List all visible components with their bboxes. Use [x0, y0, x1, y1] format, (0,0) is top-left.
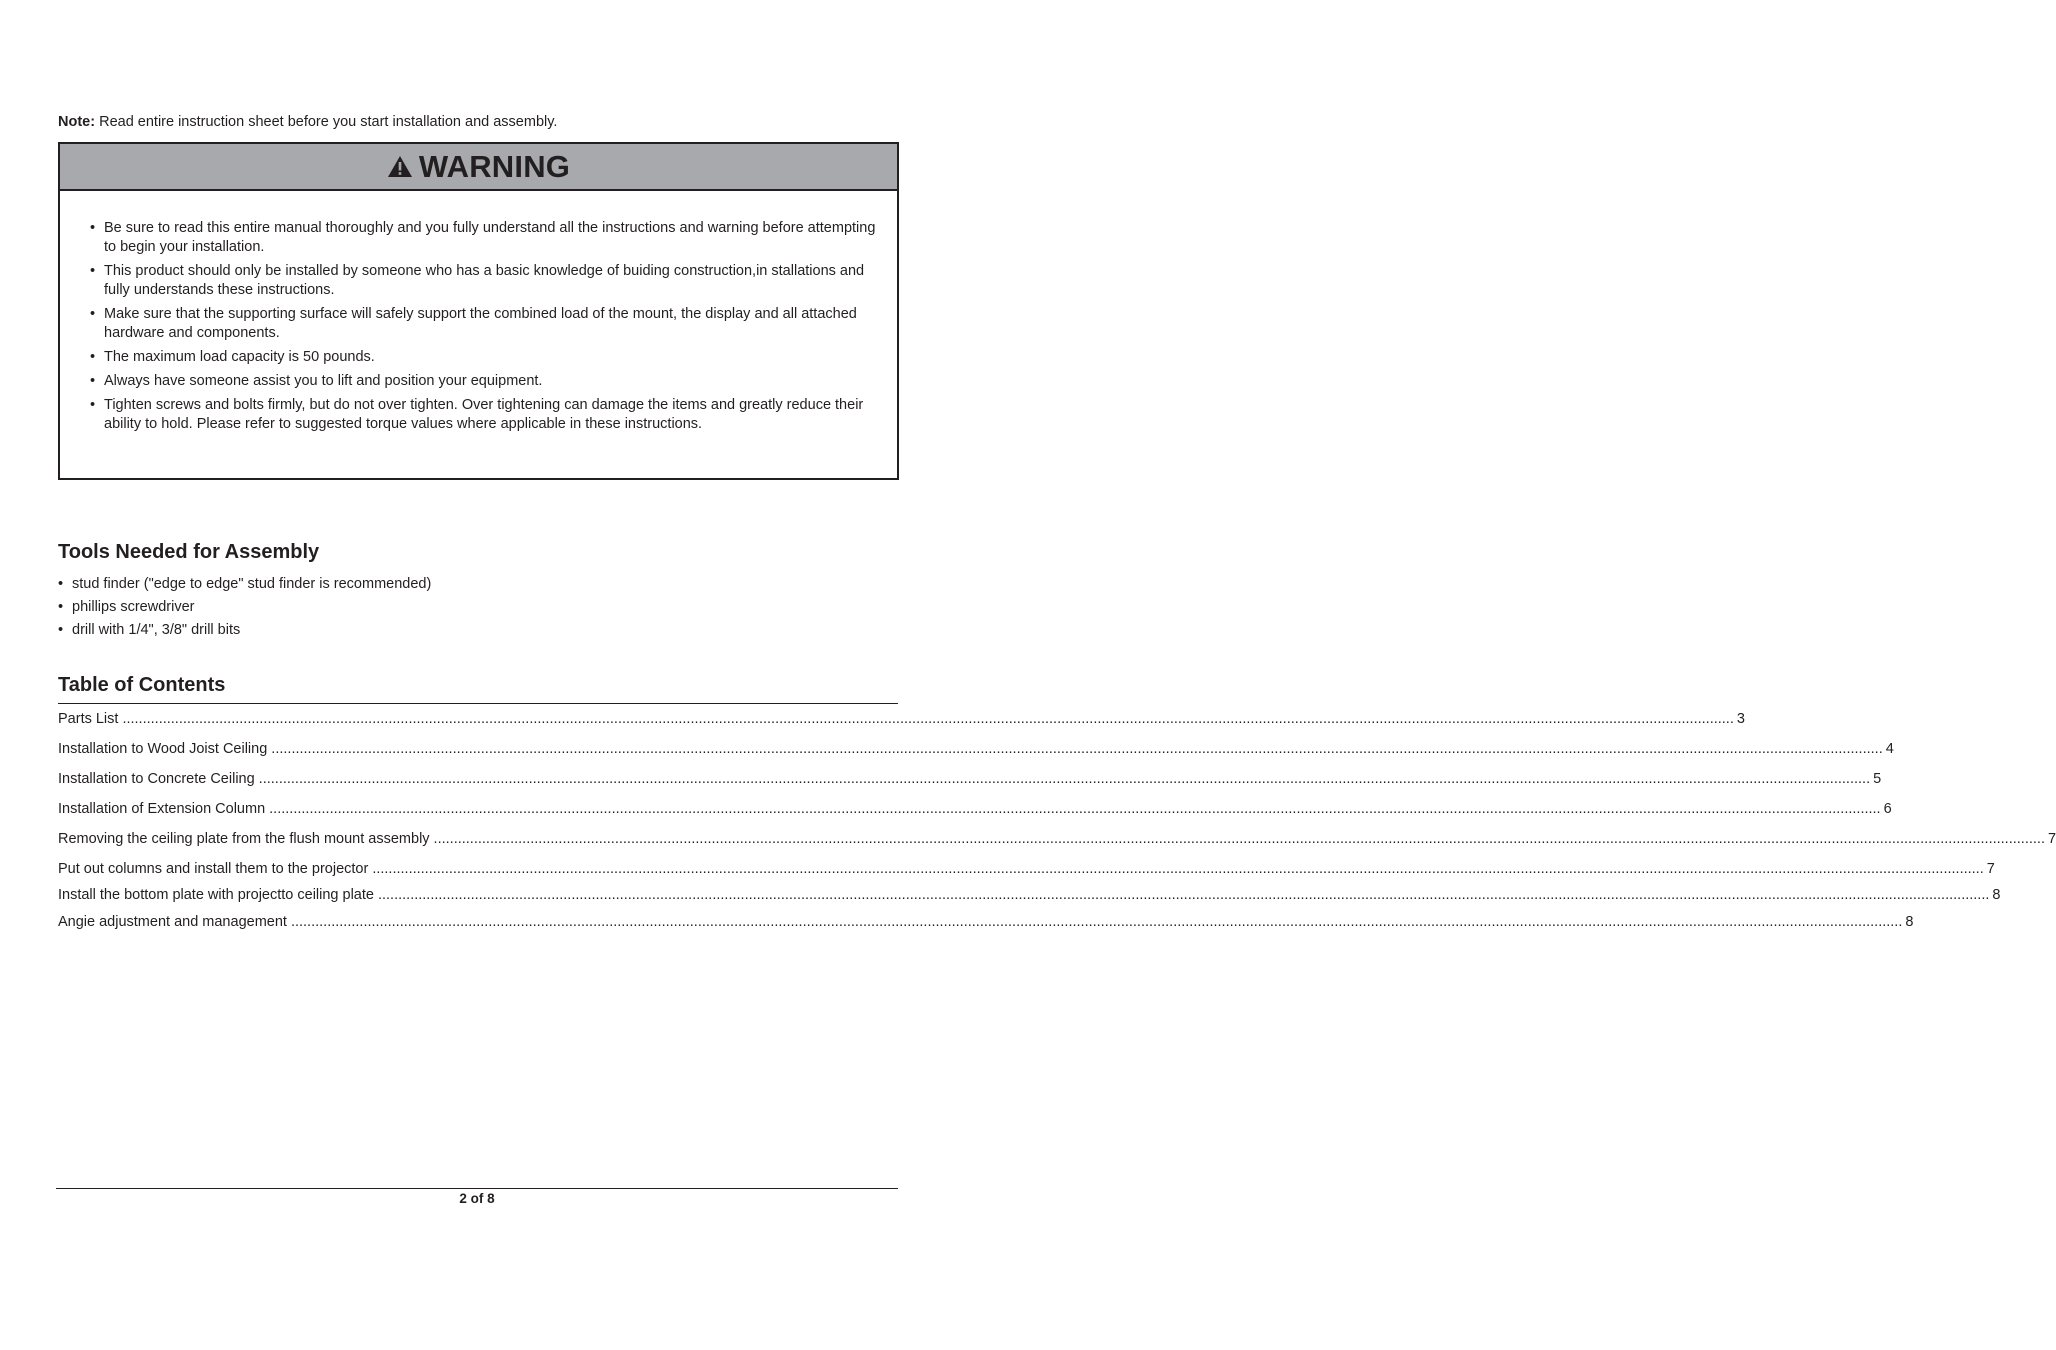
toc-entry-columns[interactable]	[58, 859, 1995, 879]
note-text: Read entire instruction sheet before you start installation and assembly.	[95, 114, 558, 130]
toc-leader-dots: ................................................................................................................................................................................................................................................................................................................................................................................................................	[122, 711, 1734, 727]
toc-divider	[58, 703, 898, 704]
toc-entry-page: 8	[1992, 887, 2001, 903]
toc-entry-angle-adjustment[interactable]	[58, 912, 1914, 932]
tools-item: • drill with 1/4", 3/8" drill bits	[58, 619, 431, 642]
toc-entry-parts-list[interactable]	[58, 709, 1745, 729]
warning-list	[60, 191, 897, 434]
toc-entry-extension-column[interactable]	[58, 799, 1892, 819]
warning-title-text: WARNING	[418, 149, 571, 184]
toc-entry-label: Install the bottom plate with projectto ceiling plate	[58, 887, 374, 903]
toc-entry-label: Installation to Concrete Ceiling	[58, 771, 255, 787]
toc-leader-dots: ................................................................................................................................................................................................................................................................................................................................................................................................................	[372, 861, 1984, 877]
toc-leader-dots: ................................................................................................................................................................................................................................................................................................................................................................................................................	[377, 887, 1990, 903]
toc-entry-bottom-plate[interactable]	[58, 885, 2001, 905]
warning-title	[387, 151, 570, 182]
toc-entry-wood-joist[interactable]	[58, 739, 1894, 759]
toc-entry-label: Angie adjustment and management	[58, 914, 287, 930]
tools-item: • phillips screwdriver	[58, 596, 431, 619]
toc-leader-dots: ................................................................................................................................................................................................................................................................................................................................................................................................................	[271, 741, 1883, 757]
warning-header	[60, 144, 897, 191]
toc-title: Table of Contents	[58, 674, 226, 696]
toc-entry-label: Put out columns and install them to the projector	[58, 861, 369, 877]
tools-list	[58, 573, 431, 642]
footer-divider	[56, 1188, 898, 1189]
toc-entry-page: 4	[1885, 741, 1894, 757]
toc-entry-page: 6	[1883, 801, 1892, 817]
tools-item: • stud finder ("edge to edge" stud finder is recommended)	[58, 573, 431, 596]
warning-item: • Be sure to read this entire manual thoroughly and you fully understand all the instructions and warning before attempting to begin your installation.	[90, 219, 885, 257]
toc-leader-dots: ................................................................................................................................................................................................................................................................................................................................................................................................................	[269, 801, 1881, 817]
page-number: 2 of 8	[459, 1191, 495, 1206]
warning-item: • Always have someone assist you to lift and position your equipment.	[90, 372, 885, 391]
note-label: Note:	[58, 114, 96, 130]
warning-triangle-icon	[387, 155, 413, 178]
toc-entry-concrete[interactable]	[58, 769, 1882, 789]
toc-leader-dots: ................................................................................................................................................................................................................................................................................................................................................................................................................	[258, 771, 1871, 787]
toc-entry-label: Removing the ceiling plate from the flush mount assembly	[58, 831, 430, 847]
tools-title: Tools Needed for Assembly	[58, 541, 320, 563]
toc-entry-page: 8	[1905, 914, 1914, 930]
toc-entry-label: Parts List	[58, 711, 119, 727]
toc-entry-page: 7	[1986, 861, 1995, 877]
warning-item: • The maximum load capacity is 50 pounds.	[90, 348, 885, 367]
toc-entry-label: Installation of Extension Column	[58, 801, 266, 817]
toc-leader-dots: ................................................................................................................................................................................................................................................................................................................................................................................................................	[290, 914, 1903, 930]
warning-item: • This product should only be installed by someone who has a basic knowledge of buiding construction,in stallations and fully understands these instructions.	[90, 262, 885, 300]
toc-entry-label: Installation to Wood Joist Ceiling	[58, 741, 268, 757]
toc-entry-page: 5	[1873, 771, 1882, 787]
toc-entry-page: 7	[2047, 831, 2056, 847]
warning-item: • Make sure that the supporting surface will safely support the combined load of the mount, the display and all attached hardware and components.	[90, 305, 885, 343]
note	[58, 113, 557, 131]
toc-entry-removing-plate[interactable]	[58, 829, 2056, 849]
toc-entry-page: 3	[1736, 711, 1745, 727]
warning-box	[58, 142, 899, 480]
warning-item: • Tighten screws and bolts firmly, but do not over tighten. Over tightening can damage the items and greatly reduce their ability to hold. Please refer to suggested torque values where applicable in these instructions.	[90, 396, 885, 434]
toc-leader-dots: ................................................................................................................................................................................................................................................................................................................................................................................................................	[433, 831, 2045, 847]
